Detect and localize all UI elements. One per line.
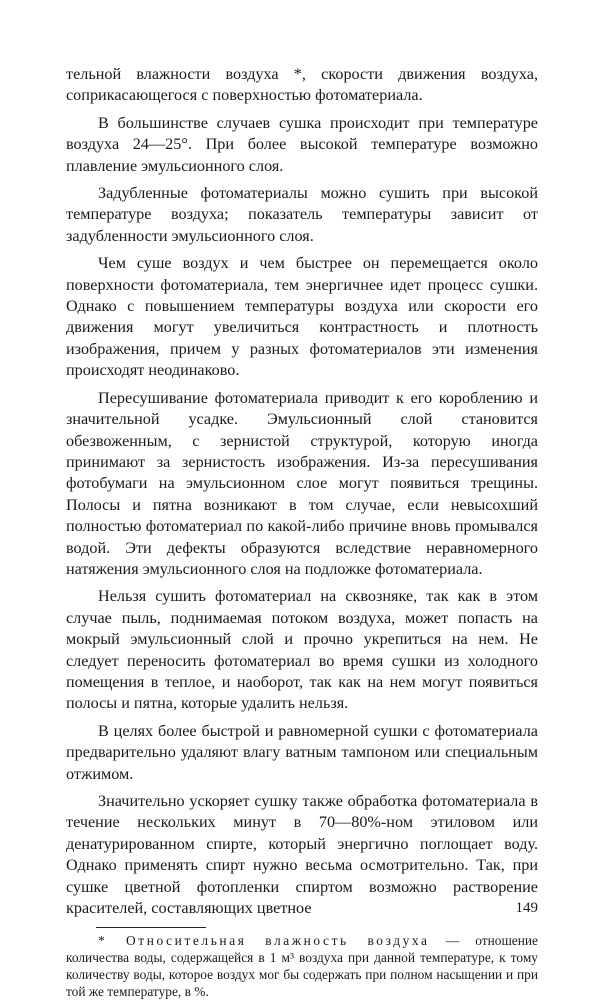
footnote-divider: [96, 927, 206, 928]
paragraph-2: В большинстве случаев сушка происходит при температуре воздуха 24—25°. При более высокой температуре возможно плавление эмульсионного слоя.: [66, 113, 538, 175]
paragraph-4: Чем суше воздух и чем быстрее он перемещается около поверхности фотоматериала, тем энергичнее идет процесс сушки. Однако с повышением температуры воздуха или скорости его движения могут увеличиться контрастность и плотность изображения, причем у разных фотоматериалов эти изменения происходят неодинаково.: [66, 254, 538, 380]
paragraph-8: Значительно ускоряет сушку также обработка фотоматериала в течение нескольких минут в 70—80%-ном этиловом или денатурированном спирте, который энергично поглощает воду. Однако применять спирт нужно весьма осмотрительно. Так, при сушке цветной фотопленки спиртом возможно растворение красителей, составляющих цветное: [66, 792, 538, 918]
paragraph-1: тельной влажности воздуха *, скорости движения воздуха, соприкасающегося с поверхностью фотоматериала.: [66, 65, 538, 105]
paragraph-5: Пересушивание фотоматериала приводит к его короблению и значительной усадке. Эмульсионный слой становится обезвоженным, с зернистой структурой, которую иногда принимают за зернистость изображения. Из-за пересушивания фотобумаги на эмульсионном слое могут появиться трещины. Полосы и пятна возникают в том случае, если невысохший полностью фотоматериал по какой-либо причине вновь промывался водой. Эти дефекты образуются вследствие неравномерного натяжения эмульсионного слоя на подложке фотоматериала.: [66, 388, 538, 578]
page-body: [66, 64, 538, 1000]
page-number: 149: [515, 900, 538, 916]
paragraph-7: В целях более быстрой и равномерной сушки с фотоматериала предварительно удаляют влагу ватным тампоном или специальным отжимом.: [66, 721, 538, 783]
paragraph-3: Задубленные фотоматериалы можно сушить при высокой температуре воздуха; показатель температуры зависит от задубленности эмульсионного слоя.: [66, 184, 538, 245]
footnote-term: * Относительная влажность воздуха: [98, 933, 430, 949]
footnote: [66, 932, 538, 1000]
paragraph-6: Нельзя сушить фотоматериал на сквозняке, так как в этом случае пыль, поднимаемая потоком воздуха, может попасть на мокрый эмульсионный слой и прочно укрепиться на нем. Не следует переносить фотоматериал во время сушки из холодного помещения в теплое, и наоборот, так как на нем могут появиться полосы и пятна, которые удалить нельзя.: [66, 587, 538, 713]
footnote-text: — отношение количества воды, содержащейся в 1 м³ воздуха при данной температуре, к тому количеству воды, которое воздух мог бы содержать при полном насыщении и при той же температуре, в %.: [66, 933, 538, 1000]
